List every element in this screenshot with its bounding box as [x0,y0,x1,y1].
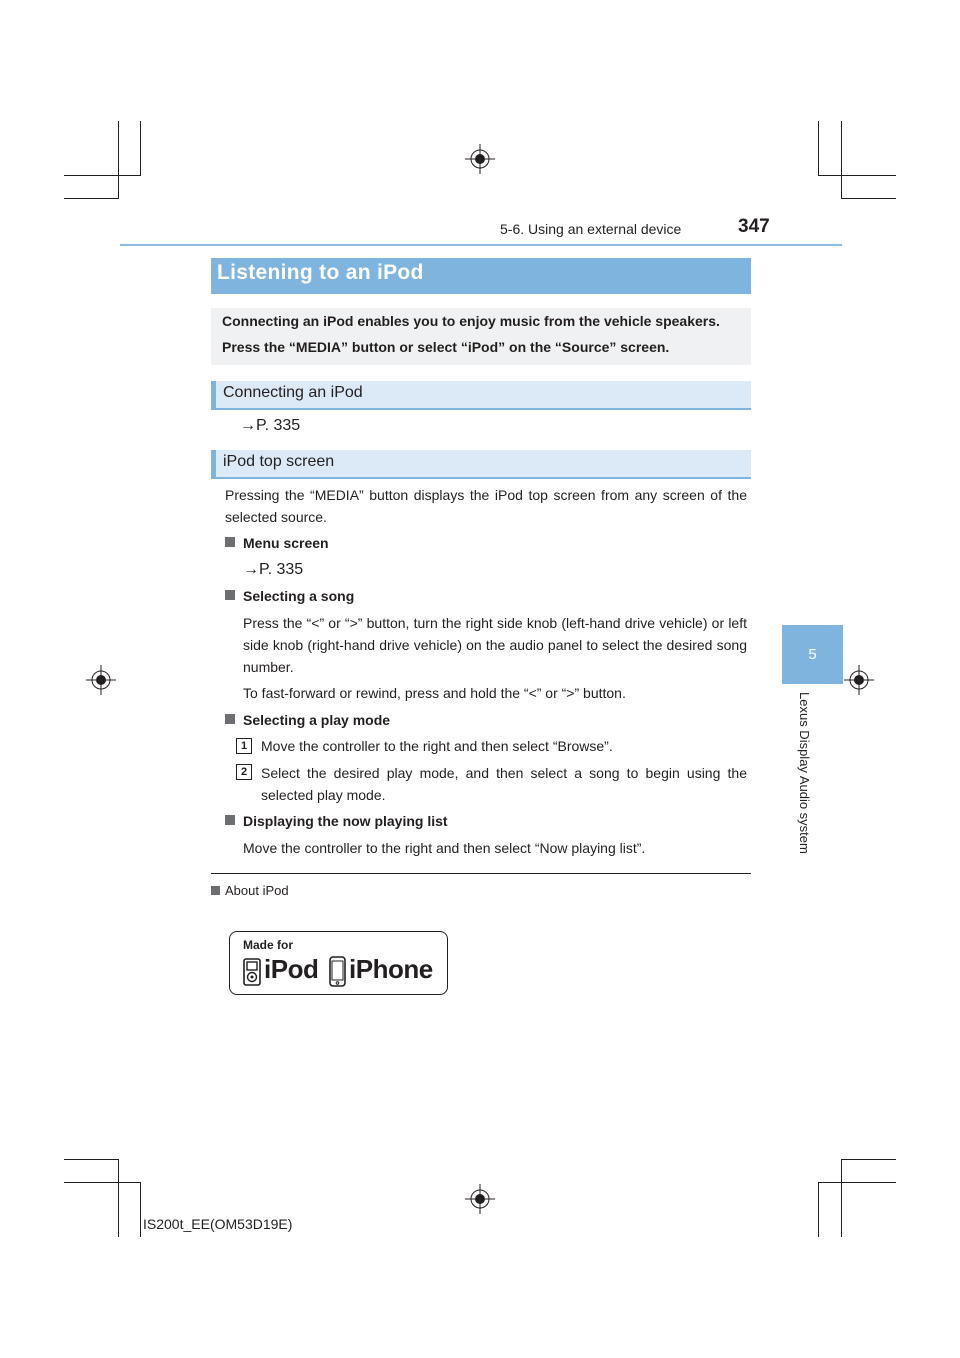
crop-mark [841,198,896,199]
intro-box [211,308,751,365]
subheading-connecting-text: Connecting an iPod [223,384,363,401]
top-screen-description: Pressing the “MEDIA” button displays the iPod top screen from any screen of the selected source. [225,487,747,525]
document-code-footer: IS200t_EE(OM53D19E) [143,1216,293,1232]
crop-mark [818,1182,896,1183]
page-reference-link[interactable]: →P. 335 [240,417,301,434]
bullet-heading-now-playing [225,813,448,829]
crop-mark [118,121,119,199]
registration-mark-icon [844,665,874,695]
chapter-tab: 5 [782,625,843,684]
crop-mark [818,175,896,176]
crop-mark [140,1182,141,1237]
bullet-heading-menu-text: Menu screen [243,535,329,551]
made-for-ipod-iphone-logo [229,931,448,995]
crop-mark [818,121,819,175]
bullet-heading-play-mode-text: Selecting a play mode [243,712,391,728]
bullet-heading-menu [225,535,329,551]
bullet-heading-song [225,588,354,604]
subheading-connecting [211,381,751,410]
chapter-side-label-text: Lexus Display Audio system [797,692,812,854]
intro-line-1: Connecting an iPod enables you to enjoy music from the vehicle speakers. [222,313,720,329]
header-rule [120,244,842,246]
square-bullet-icon [225,537,235,547]
about-ipod-heading [211,883,289,898]
logo-iphone: iPhone [349,954,433,984]
crop-mark [841,121,842,199]
registration-mark-icon [465,1184,495,1214]
crop-mark [64,1182,141,1183]
crop-mark [64,198,119,199]
square-bullet-icon [211,886,220,895]
logo-ipod: iPod [264,954,319,984]
crop-mark [140,121,141,175]
square-bullet-icon [225,815,235,825]
square-bullet-icon [225,590,235,600]
iphone-device-icon [329,956,346,987]
page-reference-link[interactable]: →P. 335 [243,561,304,578]
registration-mark-icon [86,665,116,695]
section-divider [211,873,751,874]
crop-mark [64,175,141,176]
now-playing-description: Move the controller to the right and then select “Now playing list”. [243,840,646,856]
square-bullet-icon [225,714,235,724]
step-text: Select the desired play mode, and then select a song to begin using the selected play mode. [261,765,747,803]
ipod-device-icon [243,958,261,986]
section-header: 5-6. Using an external device [500,221,682,237]
crop-mark [118,1159,119,1237]
page-title: Listening to an iPod [217,261,424,284]
crop-mark [64,1159,119,1160]
registration-mark-icon [465,144,495,174]
crop-mark [841,1159,896,1160]
page-number: 347 [738,216,770,237]
subheading-top-screen-text: iPod top screen [223,453,335,470]
song-fast-forward-note: To fast-forward or rewind, press and hold the “<” or “>” button. [243,685,626,701]
bullet-heading-play-mode [225,712,390,728]
step-number: 1 [236,738,252,754]
step-number: 2 [236,764,252,780]
bullet-heading-now-playing-text: Displaying the now playing list [243,813,448,829]
about-ipod-heading-text: About iPod [225,883,289,898]
intro-line-2: Press the “MEDIA” button or select “iPod” on the “Source” screen. [222,339,670,355]
bullet-heading-song-text: Selecting a song [243,588,355,604]
chapter-side-label [796,692,812,872]
page-title-bar [211,258,751,294]
logo-made-for: Made for [243,938,294,952]
subheading-top-screen [211,450,751,479]
song-description: Press the “<” or “>” button, turn the right side knob (left-hand drive vehicle) or left side knob (right-hand drive vehicle) on the audio panel to select the desired song number. [243,615,747,675]
crop-mark [841,1159,842,1237]
step-text: Move the controller to the right and then select “Browse”. [261,738,613,754]
crop-mark [818,1182,819,1237]
